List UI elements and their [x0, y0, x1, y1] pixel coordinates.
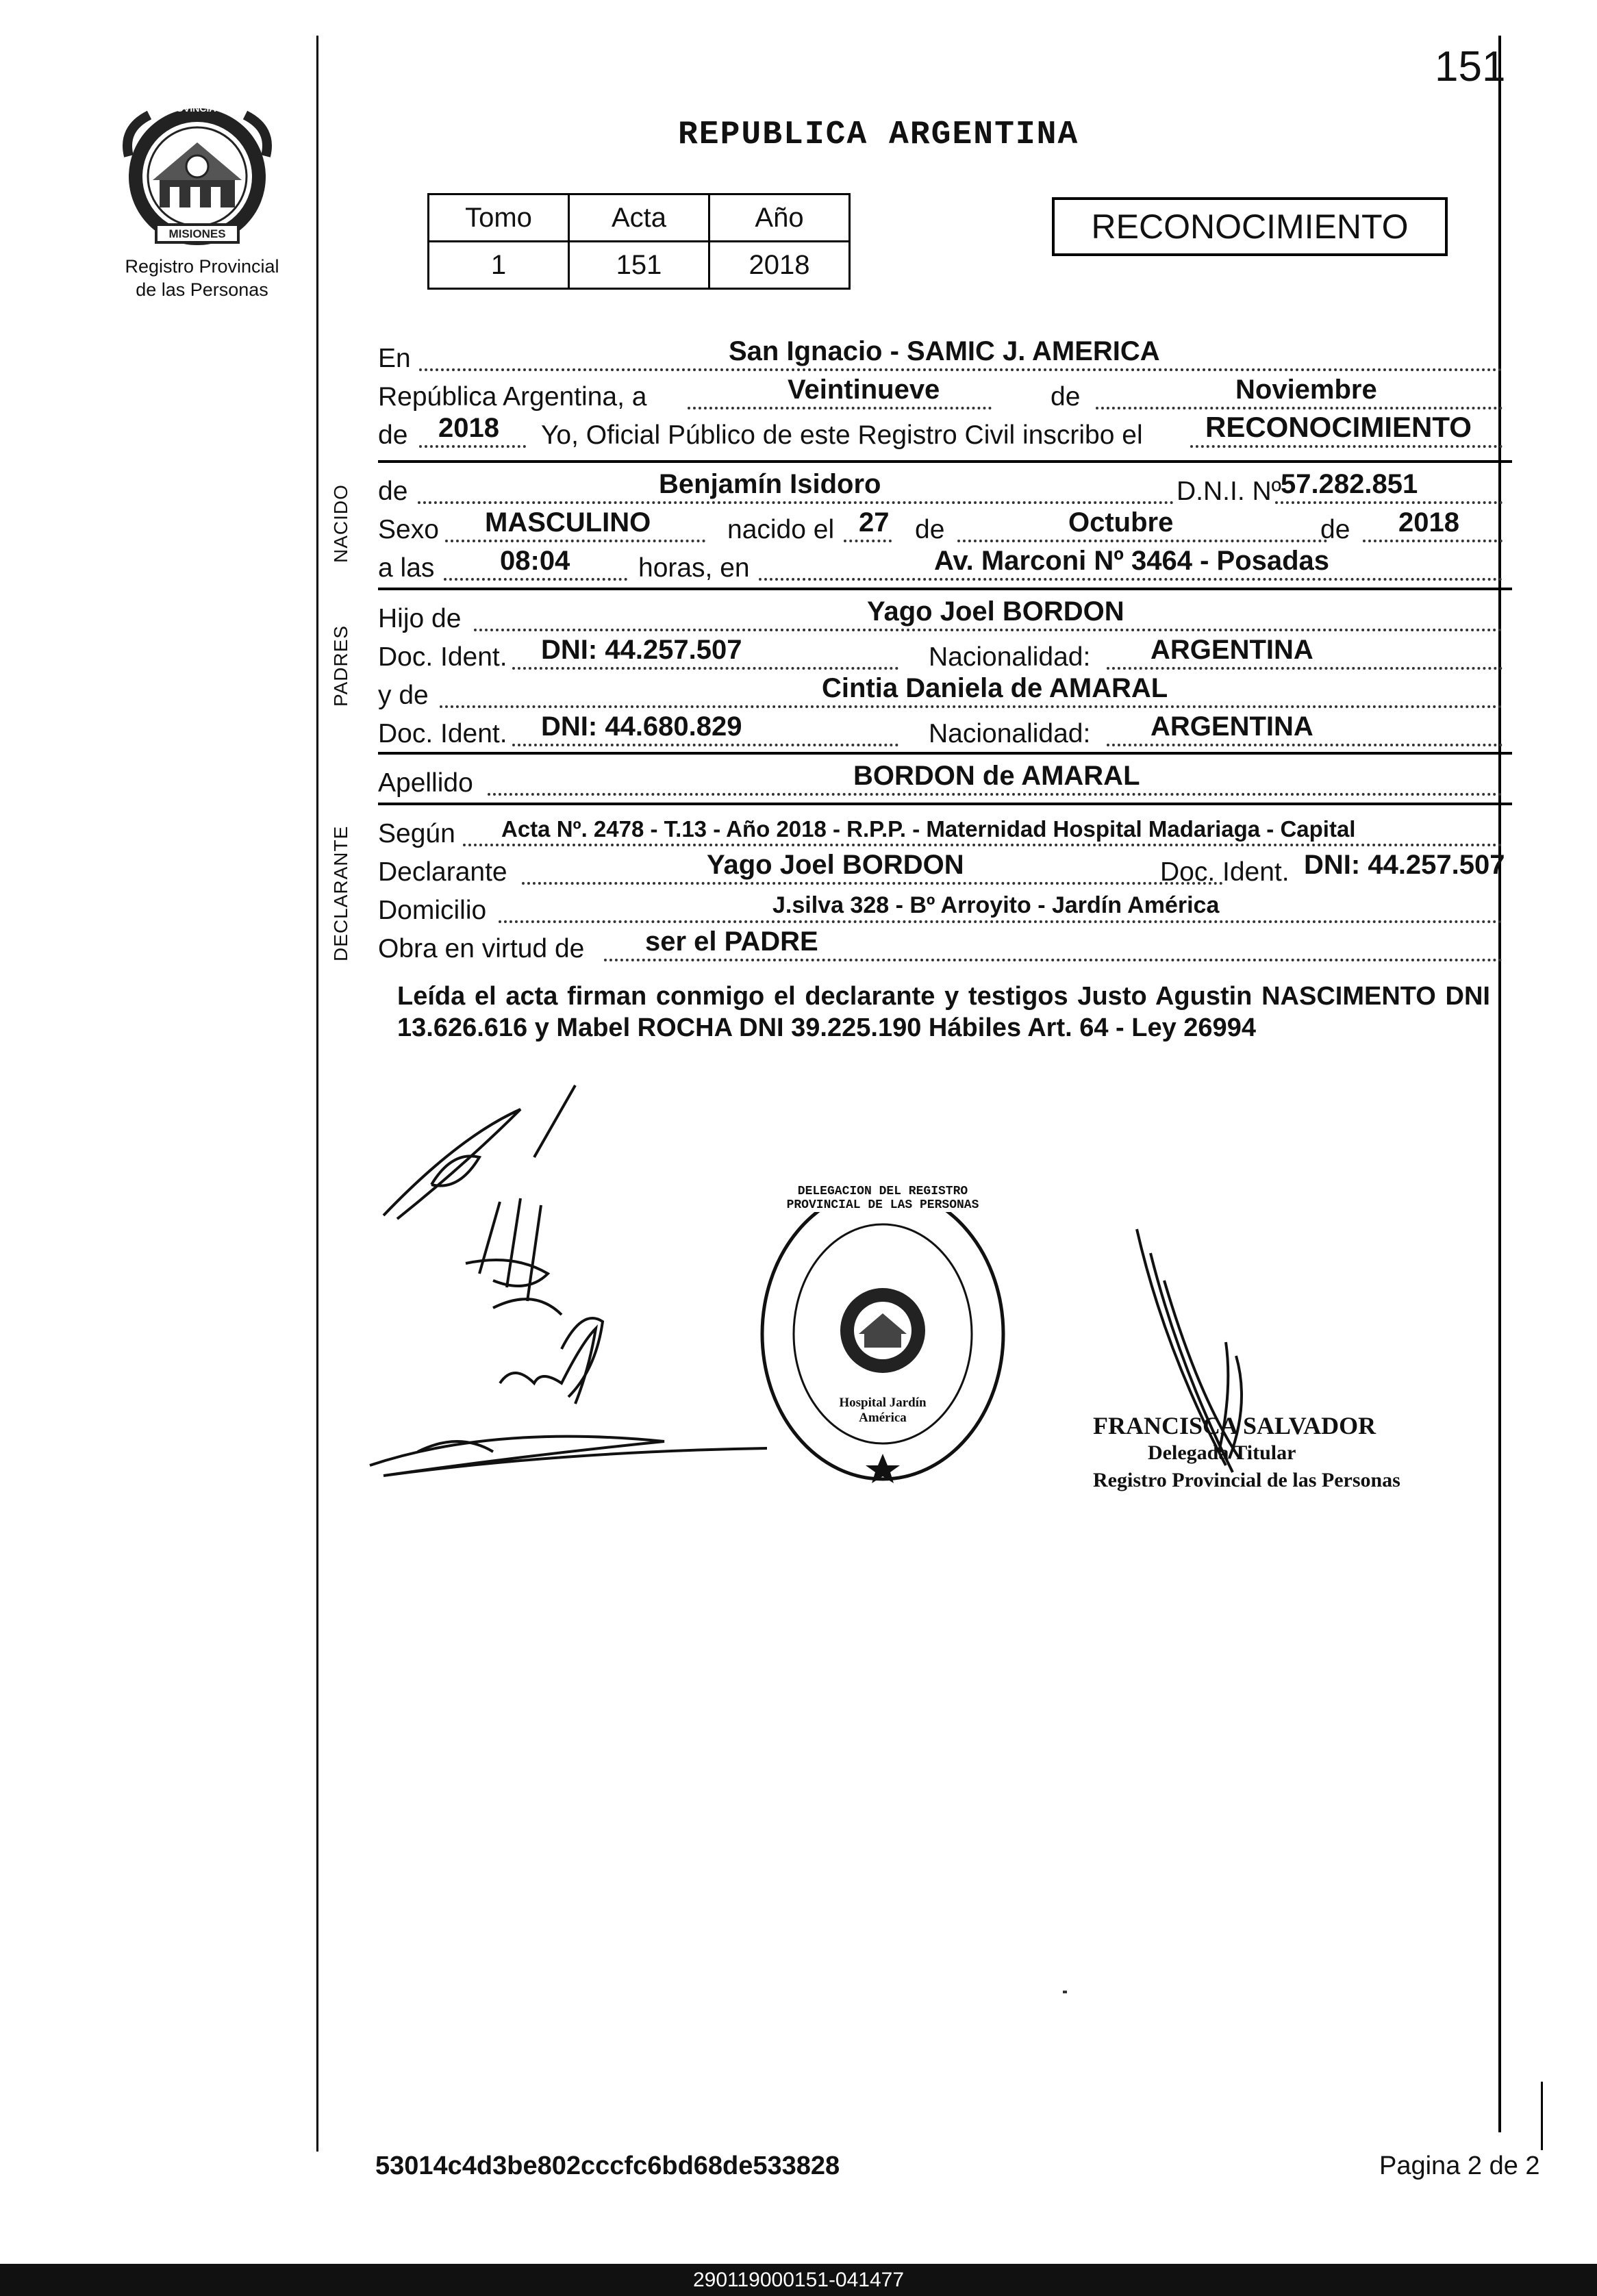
page-number: 151	[1435, 43, 1506, 90]
row-apellido	[378, 761, 1512, 800]
row-sexo	[378, 508, 1512, 546]
de-label: de	[1320, 515, 1350, 544]
segun-label: Según	[378, 819, 455, 848]
dotted-line	[1190, 445, 1502, 448]
apellido-label: Apellido	[378, 768, 473, 798]
dotted-line	[512, 667, 898, 670]
dotted-line	[418, 501, 1174, 504]
document-type-box: RECONOCIMIENTO	[1052, 197, 1448, 256]
a-las-label: a las	[378, 553, 435, 583]
section-divider	[378, 803, 1512, 805]
dotted-line	[957, 540, 1327, 542]
mother-doc-value: DNI: 44.680.829	[541, 711, 742, 742]
row-domicilio	[378, 889, 1512, 927]
horas-label: horas, en	[638, 553, 750, 583]
dotted-line	[419, 368, 1502, 371]
row-nacido-de	[378, 470, 1512, 508]
tomo-value: 1	[429, 242, 569, 289]
row-obra	[378, 927, 1512, 966]
row-year	[378, 411, 1512, 452]
birth-year-value: 2018	[1398, 507, 1459, 538]
left-margin-line	[316, 36, 318, 2152]
domicilio-value: J.silva 328 - Bº Arroyito - Jardín América	[772, 892, 1220, 918]
page-indicator: Pagina 2 de 2	[1379, 2152, 1540, 2180]
declarante-label: Declarante	[378, 857, 507, 887]
dotted-line	[488, 793, 1502, 796]
row-mother-doc	[378, 712, 1512, 750]
republica-label: República Argentina, a	[378, 382, 647, 412]
de-label: de	[1051, 382, 1081, 412]
dotted-line	[1275, 501, 1502, 504]
birth-place-value: Av. Marconi Nº 3464 - Posadas	[934, 546, 1330, 576]
dotted-line	[499, 920, 1502, 923]
dotted-line	[522, 882, 1223, 885]
dotted-line	[604, 959, 1502, 961]
official-office: Registro Provincial de las Personas	[1093, 1469, 1400, 1491]
year-value: 2018	[438, 413, 499, 443]
dotted-line	[444, 578, 627, 581]
declarante-name-value: Yago Joel BORDON	[707, 850, 964, 880]
row-republica	[378, 375, 1512, 414]
dotted-line	[1107, 744, 1502, 746]
document-hash: 53014c4d3be802cccfc6bd68de533828	[375, 2152, 840, 2180]
right-margin-line-bottom	[1541, 2082, 1543, 2150]
month-value: Noviembre	[1235, 375, 1377, 405]
table-header-row	[429, 194, 850, 242]
official-stamp	[756, 1183, 1009, 1485]
day-value: Veintinueve	[788, 375, 940, 405]
logo-caption	[89, 255, 315, 301]
segun-value: Acta Nº. 2478 - T.13 - Año 2018 - R.P.P. - Maternidad Hospital Madariaga - Capital	[501, 816, 1356, 842]
tomo-header: Tomo	[429, 194, 569, 242]
hijo-label: Hijo de	[378, 604, 462, 633]
dotted-line	[474, 629, 1502, 631]
official-name: FRANCISCA SALVADOR	[1093, 1412, 1376, 1439]
mother-nationality-value: ARGENTINA	[1150, 711, 1313, 742]
logo-bottom-text: MISIONES	[168, 227, 226, 240]
dotted-line	[419, 445, 526, 448]
dotted-line	[440, 705, 1502, 708]
barcode-footer: 290119000151-041477	[0, 2264, 1597, 2296]
row-y-de	[378, 674, 1512, 712]
logo-caption-line2: de las Personas	[136, 279, 268, 300]
child-dni-value: 57.282.851	[1281, 469, 1418, 499]
section-label-declarante: DECLARANTE	[330, 825, 351, 961]
row-en	[378, 337, 1512, 375]
statement-label: Yo, Oficial Público de este Registro Civil inscribo el	[541, 420, 1143, 450]
nacionalidad-label: Nacionalidad:	[929, 719, 1091, 748]
section-label-nacido: NACIDO	[330, 484, 351, 563]
anio-value: 2018	[709, 242, 850, 289]
declarante-doc-value: DNI: 44.257.507	[1304, 850, 1505, 880]
domicilio-label: Domicilio	[378, 896, 487, 925]
sexo-value: MASCULINO	[485, 507, 651, 538]
en-label: En	[378, 344, 411, 373]
stamp-outer-text: DELEGACION DEL REGISTRO PROVINCIAL DE LAS PERSONAS	[763, 1185, 1003, 1212]
nacionalidad-label: Nacionalidad:	[929, 642, 1091, 672]
anio-header: Año	[709, 194, 850, 242]
official-block	[1093, 1412, 1400, 1494]
dotted-line	[1107, 667, 1502, 670]
table-value-row	[429, 242, 850, 289]
child-name-value: Benjamín Isidoro	[659, 469, 881, 499]
stamp-inner-text: Hospital Jardín América	[839, 1396, 927, 1425]
dotted-line	[445, 540, 705, 542]
doc-ident-label: Doc. Ident.	[378, 719, 507, 748]
nacido-label: nacido el	[727, 515, 835, 544]
doc-ident-label: Doc. Ident.	[1160, 857, 1290, 887]
dotted-line	[512, 744, 898, 746]
de-label: de	[915, 515, 945, 544]
row-a-las	[378, 546, 1512, 585]
dotted-line	[688, 407, 992, 409]
sexo-label: Sexo	[378, 515, 439, 544]
acta-header: Acta	[569, 194, 709, 242]
official-title: Delegada Titular	[1148, 1441, 1296, 1464]
closing-text: Leída el acta firman conmigo el declarante y testigos Justo Agustin NASCIMENTO DNI 13.626.616 y Mabel ROCHA DNI 39.225.190 Hábiles Art. 64 - Ley 26994	[397, 982, 1490, 1042]
year-prefix-label: de	[378, 420, 408, 450]
section-divider	[378, 460, 1512, 463]
section-label-padres: PADRES	[330, 625, 351, 707]
row-segun	[378, 812, 1512, 850]
act-type-value: RECONOCIMIENTO	[1205, 411, 1472, 443]
record-table	[427, 193, 851, 290]
dotted-line	[844, 540, 892, 542]
place-value: San Ignacio - SAMIC J. AMERICA	[729, 336, 1160, 366]
row-hijo-de	[378, 597, 1512, 635]
page-title: REPUBLICA ARGENTINA	[678, 116, 1079, 153]
y-de-label: y de	[378, 681, 429, 710]
scan-mark	[1063, 1991, 1067, 1993]
dotted-line	[1363, 540, 1502, 542]
acta-value: 151	[569, 242, 709, 289]
doc-ident-label: Doc. Ident.	[378, 642, 507, 672]
apellido-value: BORDON de AMARAL	[853, 761, 1140, 791]
mother-name-value: Cintia Daniela de AMARAL	[822, 673, 1168, 703]
birth-month-value: Octubre	[1068, 507, 1174, 538]
dotted-line	[759, 578, 1502, 581]
dotted-line	[463, 844, 1502, 846]
birth-day-value: 27	[859, 507, 890, 538]
dni-label: D.N.I. Nº	[1177, 477, 1281, 506]
de-label: de	[378, 477, 408, 506]
father-nationality-value: ARGENTINA	[1150, 635, 1313, 665]
logo-top-text: PROVINCIA DE	[162, 103, 232, 114]
row-father-doc	[378, 635, 1512, 674]
father-doc-value: DNI: 44.257.507	[541, 635, 742, 665]
section-divider	[378, 588, 1512, 590]
logo-caption-line1: Registro Provincial	[125, 256, 279, 277]
section-divider	[378, 752, 1512, 755]
obra-label: Obra en virtud de	[378, 934, 585, 963]
birth-time-value: 08:04	[500, 546, 570, 576]
row-declarante	[378, 850, 1512, 889]
father-name-value: Yago Joel BORDON	[867, 596, 1124, 627]
dotted-line	[1096, 407, 1502, 409]
obra-value: ser el PADRE	[645, 926, 818, 957]
misiones-seal-logo	[122, 101, 273, 252]
